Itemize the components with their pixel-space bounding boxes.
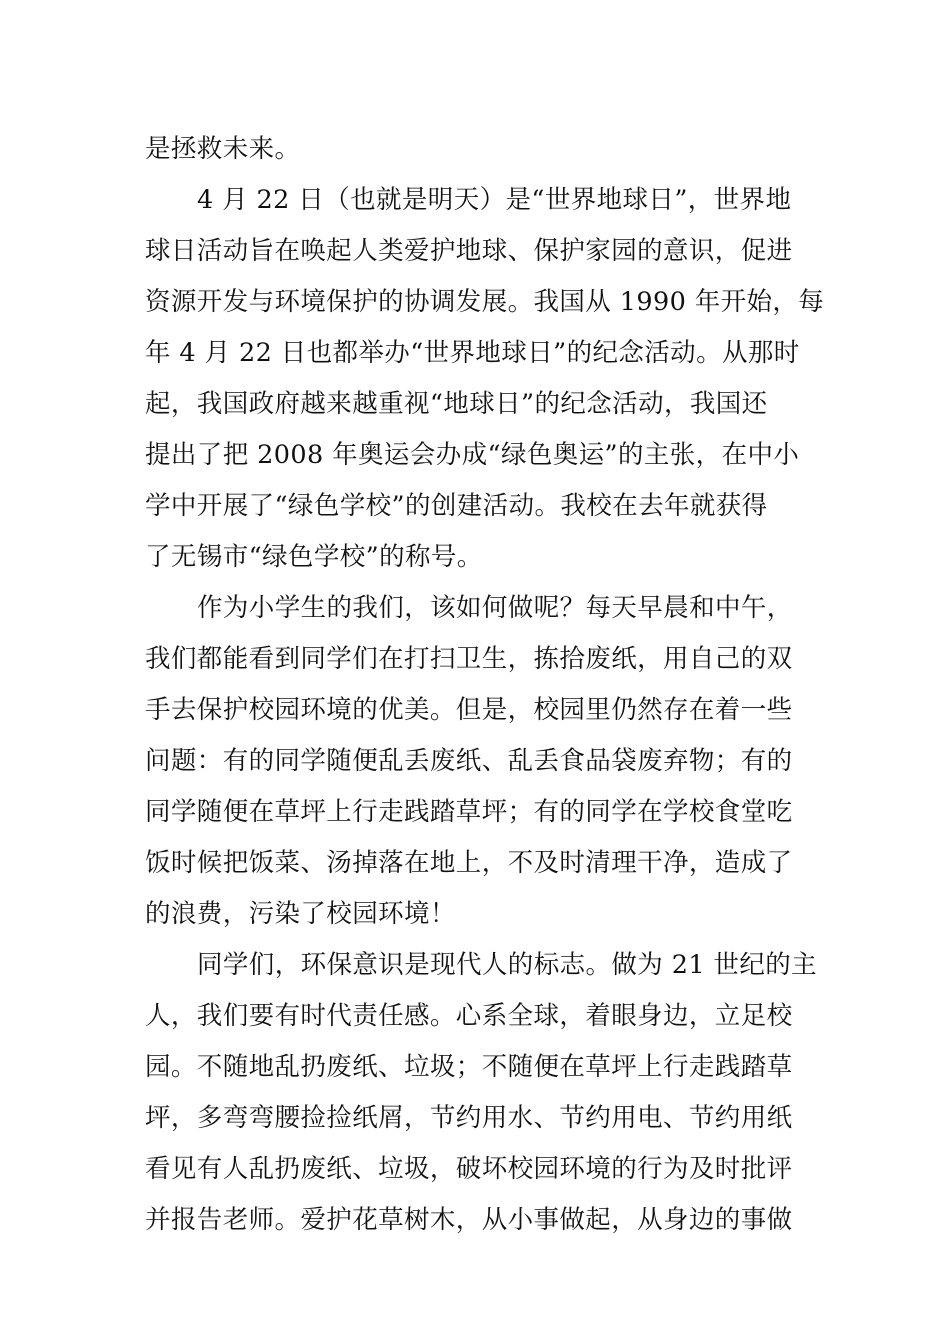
- text-line: 我们都能看到同学们在打扫卫生，拣拾废纸，用自己的双: [145, 644, 793, 674]
- text-line: 资源开发与环境保护的协调发展。我国从 1990 年开始，每: [145, 287, 825, 317]
- body-text: [145, 124, 825, 1246]
- text-line: 起，我国政府越来越重视“地球日”的纪念活动，我国还: [145, 389, 768, 419]
- text-line: 手去保护校园环境的优美。但是，校园里仍然存在着一些: [145, 695, 793, 725]
- text-line: 是拯救未来。: [145, 134, 301, 164]
- text-line: 球日活动旨在唤起人类爱护地球、保护家园的意识，促进: [145, 236, 793, 266]
- text-line: 了无锡市“绿色学校”的称号。: [145, 542, 483, 572]
- paragraph-first-line: 同学们，环保意识是现代人的标志。做为 21 世纪的主: [197, 950, 818, 980]
- text-line: 看见有人乱扔废纸、垃圾，破坏校园环境的行为及时批评: [145, 1154, 793, 1184]
- text-line: 学中开展了“绿色学校”的创建活动。我校在去年就获得: [145, 491, 768, 521]
- text-line: 年 4 月 22 日也都举办“世界地球日”的纪念活动。从那时: [145, 338, 800, 368]
- text-line: 的浪费，污染了校园环境！: [145, 899, 456, 929]
- text-line: 同学随便在草坪上行走践踏草坪；有的同学在学校食堂吃: [145, 797, 793, 827]
- paragraph-first-line: 4 月 22 日（也就是明天）是“世界地球日”，世界地: [197, 185, 792, 215]
- text-line: 园。不随地乱扔废纸、垃圾；不随便在草坪上行走践踏草: [145, 1052, 793, 1082]
- text-line: 问题：有的同学随便乱丢废纸、乱丢食品袋废弃物；有的: [145, 746, 793, 776]
- text-line: 坪，多弯弯腰捡捡纸屑，节约用水、节约用电、节约用纸: [145, 1103, 793, 1133]
- text-line: 人，我们要有时代责任感。心系全球，着眼身边，立足校: [145, 1001, 793, 1031]
- paragraph-first-line: 作为小学生的我们，该如何做呢？每天早晨和中午，: [197, 593, 793, 623]
- text-line: 饭时候把饭菜、汤掉落在地上，不及时清理干净，造成了: [145, 848, 793, 878]
- text-line: 并报告老师。爱护花草树木，从小事做起，从身边的事做: [145, 1205, 793, 1235]
- text-line: 提出了把 2008 年奥运会办成“绿色奥运”的主张，在中小: [145, 440, 800, 470]
